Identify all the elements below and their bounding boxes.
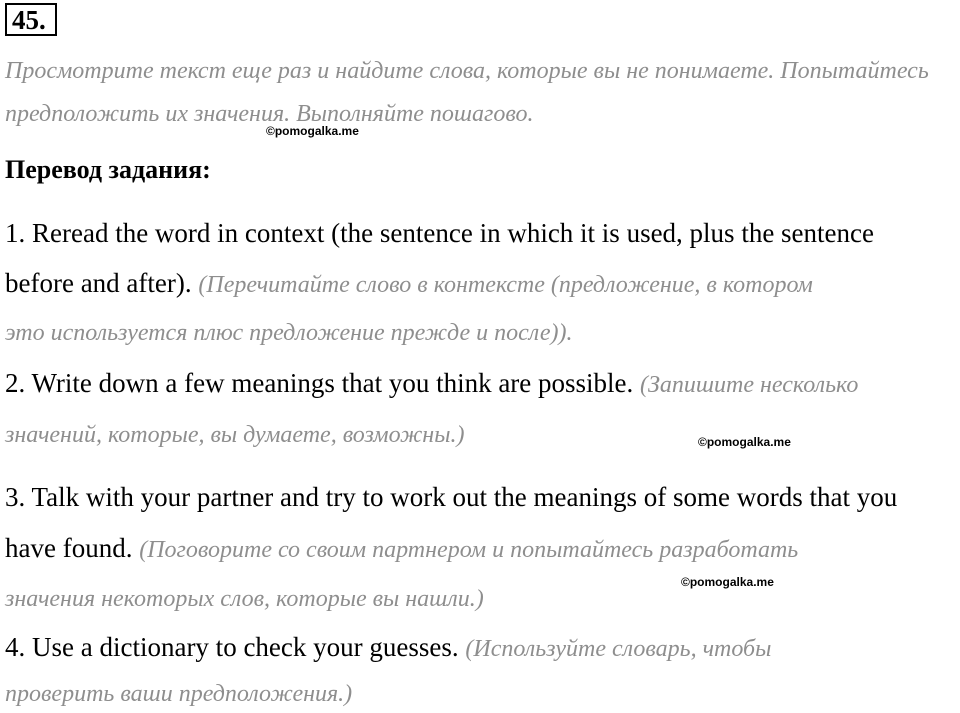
step-4-line-1 bbox=[5, 632, 771, 664]
step-1-line-3: это используется плюс предложение прежде и после)). bbox=[5, 320, 573, 346]
step-2-english: 2. Write down a few meanings that you think are possible. bbox=[5, 368, 634, 398]
step-1-line-1: 1. Reread the word in context (the sentence in which it is used, plus the sentence bbox=[5, 218, 874, 248]
exercise-number: 45. bbox=[5, 3, 57, 36]
step-3-line-3: значения некоторых слов, которые вы нашли.) bbox=[5, 586, 484, 612]
step-4-translation: (Используйте словарь, чтобы bbox=[465, 636, 772, 662]
step-4-english: 4. Use a dictionary to check your guesses. bbox=[5, 632, 459, 662]
step-2-line-1 bbox=[5, 368, 858, 400]
step-3-line-1: 3. Talk with your partner and try to work out the meanings of some words that you bbox=[5, 482, 898, 512]
watermark: ©pomogalka.me bbox=[698, 435, 791, 449]
step-3-translation: (Поговорите со своим партнером и попытайтесь разработать bbox=[139, 537, 799, 563]
step-1-line-2 bbox=[5, 268, 813, 300]
step-1-translation: (Перечитайте слово в контексте (предложение, в котором bbox=[198, 272, 813, 298]
step-1-english: before and after). bbox=[5, 268, 192, 298]
watermark: ©pomogalka.me bbox=[681, 575, 774, 589]
watermark: ©pomogalka.me bbox=[266, 124, 359, 138]
step-2-line-2: значений, которые, вы думаете, возможны.) bbox=[5, 422, 465, 448]
instruction-line-1: Просмотрите текст еще раз и найдите слова, которые вы не понимаете. Попытайтесь bbox=[5, 58, 929, 84]
step-2-translation: (Запишите несколько bbox=[640, 372, 859, 398]
instruction-line-2: предположить их значения. Выполняйте пошагово. bbox=[5, 101, 534, 127]
step-3-english: have found. bbox=[5, 533, 133, 563]
step-3-line-2 bbox=[5, 533, 798, 565]
step-4-line-2: проверить ваши предположения.) bbox=[5, 681, 353, 707]
heading: Перевод задания: bbox=[5, 155, 211, 184]
